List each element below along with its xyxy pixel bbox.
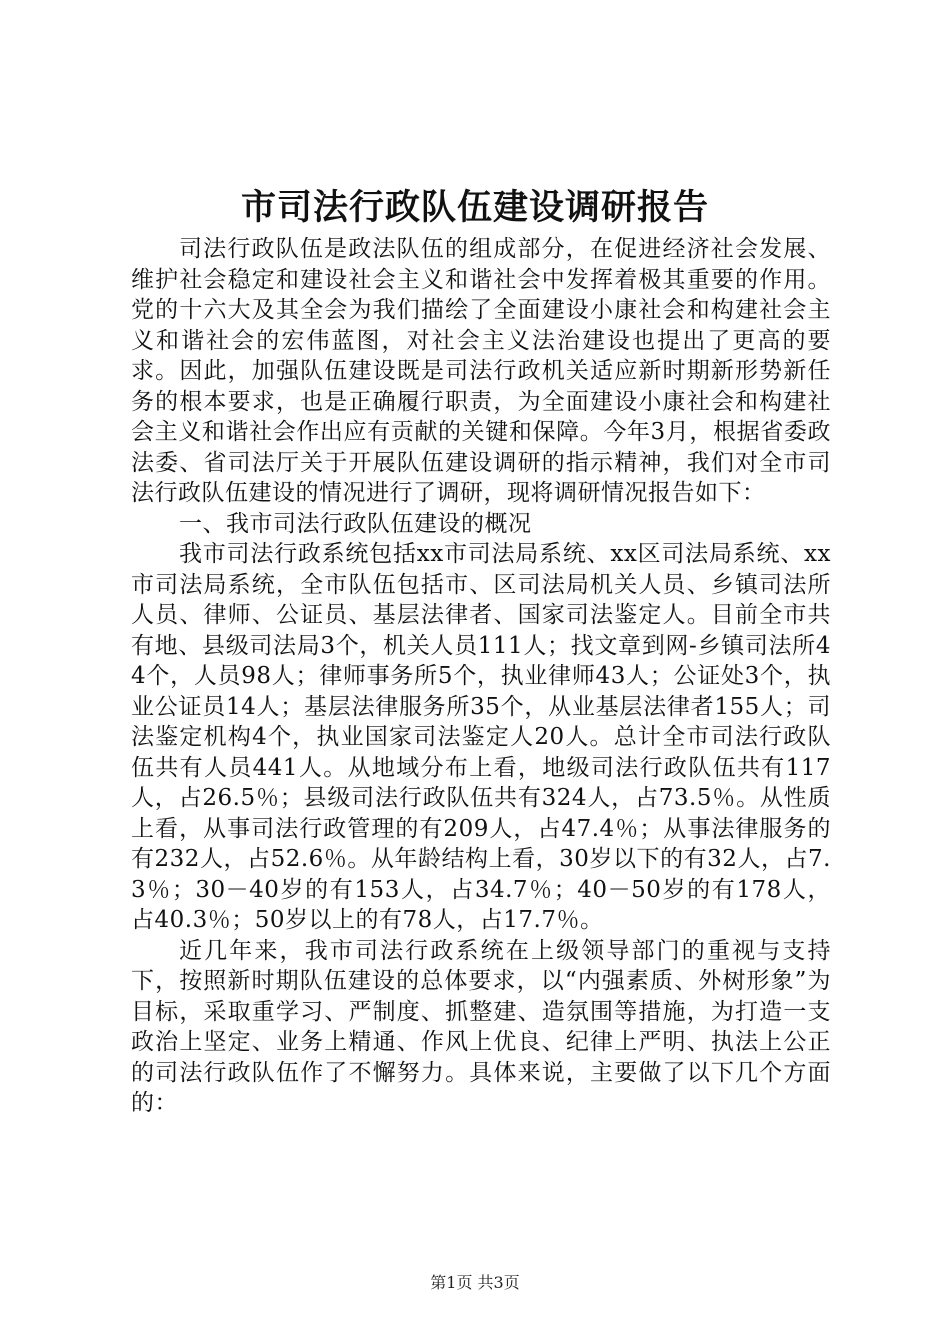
paragraph-intro: 司法行政队伍是政法队伍的组成部分，在促进经济社会发展、维护社会稳定和建设社会主义和谐社会中发挥着极其重要的作用。党的十六大及其全会为我们描绘了全面建设小康社会和构建社会主义和谐社会的宏伟蓝图，对社会主义法治建设也提出了更高的要求。因此，加强队伍建设既是司法行政机关适应新时期新形势新任务的根本要求，也是正确履行职责，为全面建设小康社会和构建社会主义和谐社会作出应有贡献的关键和保障。今年3月，根据省委政法委、省司法厅关于开展队伍建设调研的指示精神，我们对全市司法行政队伍建设的情况进行了调研，现将调研情况报告如下： (131, 236, 831, 506)
section-heading: 一、我市司法行政队伍建设的概况 (179, 510, 532, 537)
paragraph-recent-work: 近几年来，我市司法行政系统在上级领导部门的重视与支持下，按照新时期队伍建设的总体要求，以“内强素质、外树形象”为目标，采取重学习、严制度、抓整建、造氛围等措施，为打造一支政治上坚定、业务上精通、作风上优良、纪律上严明、执法上公正的司法行政队伍作了不懈努力。具体来说，主要做了以下几个方面的： (131, 937, 831, 1116)
document-title: 市司法行政队伍建设调研报告 (240, 187, 709, 228)
document-body (131, 234, 831, 1119)
paragraph-overview: 我市司法行政系统包括xx市司法局系统、xx区司法局系统、xx市司法局系统，全市队伍包括市、区司法局机关人员、乡镇司法所人员、律师、公证员、基层法律者、国家司法鉴定人。目前全市共有地、县级司法局3个，机关人员111人；找文章到网-乡镇司法所44个，人员98人；律师事务所5个，执业律师43人；公证处3个，执业公证员14人；基层法律服务所35个，从业基层法律者155人；司法鉴定机构4个，执业国家司法鉴定人20人。总计全市司法行政队伍共有人员441人。从地域分布上看，地级司法行政队伍共有117人，占26.5％；县级司法行政队伍共有324人，占73.5％。从性质上看，从事司法行政管理的有209人，占47.4％；从事法律服务的有232人，占52.6％。从年龄结构上看，30岁以下的有32人，占7.3％；30－40岁的有153人，占34.7％；40－50岁的有178人，占40.3％；50岁以上的有78人，占17.7％。 (131, 541, 831, 933)
page-footer: 第1页 共3页 (430, 1273, 520, 1292)
